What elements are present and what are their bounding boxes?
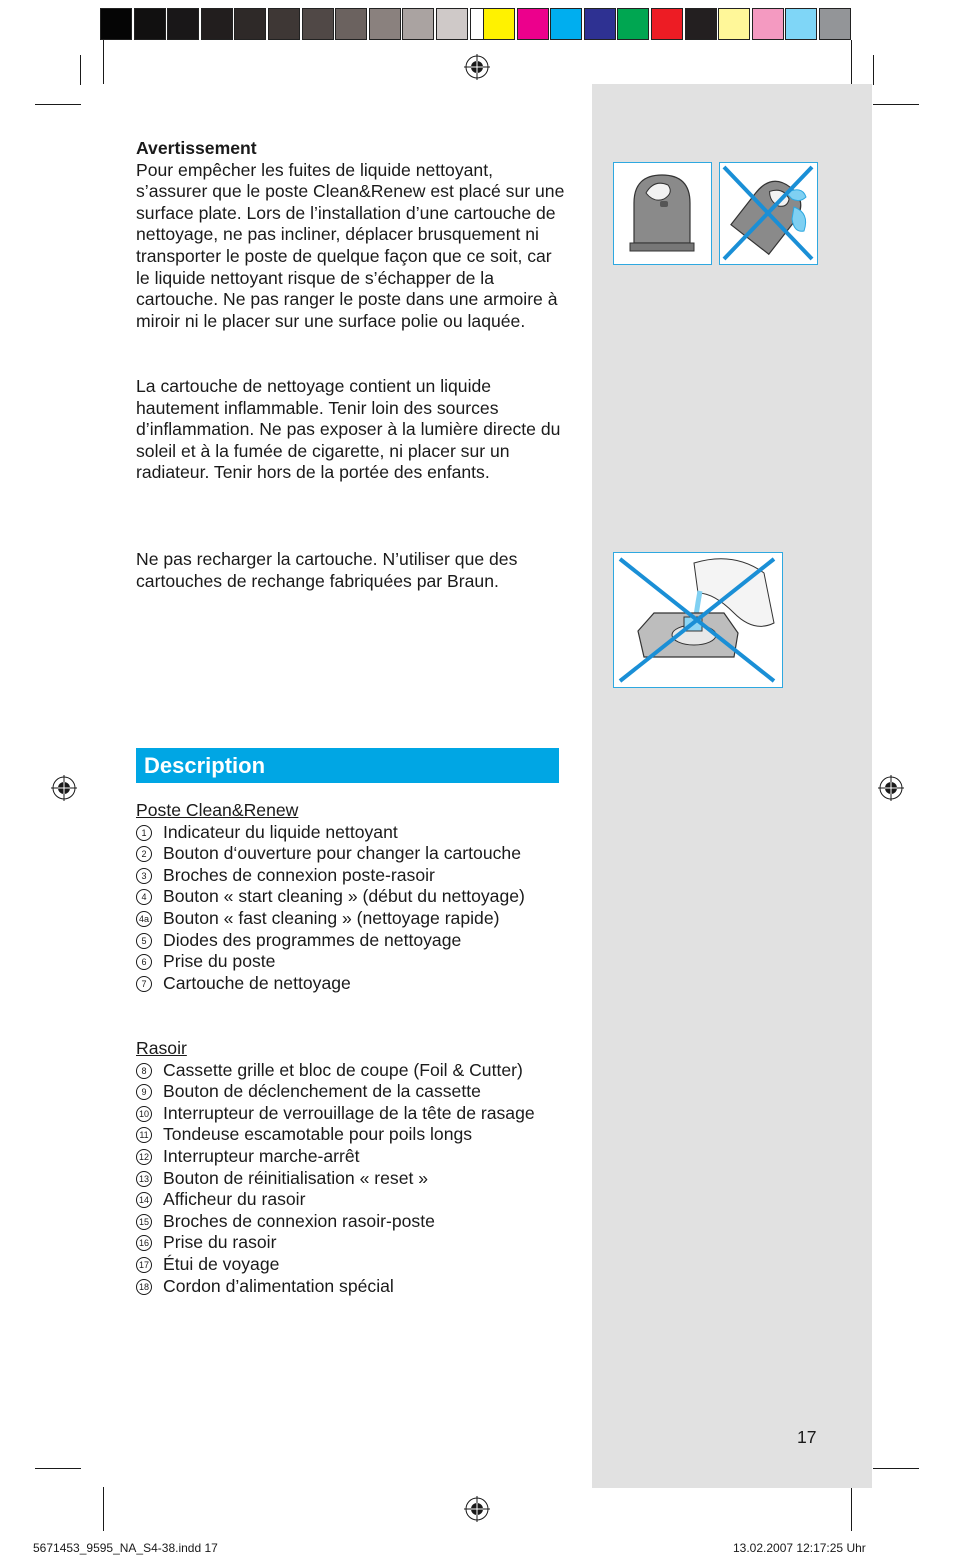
part-label: Interrupteur de verrouillage de la tête de rasage (163, 1102, 535, 1123)
part-number-badge: 13 (136, 1171, 152, 1187)
color-swatch (819, 8, 851, 40)
part-label: Broches de connexion rasoir-poste (163, 1210, 435, 1231)
part-label: Bouton « start cleaning » (début du nettoyage) (163, 886, 525, 907)
part-number-badge: 3 (136, 868, 152, 884)
part-number-badge: 4 (136, 889, 152, 905)
part-number-badge: 12 (136, 1149, 152, 1165)
part-list-item (136, 930, 566, 952)
part-number-badge: 1 (136, 825, 152, 841)
crop-mark (851, 40, 852, 84)
warning-text-2: La cartouche de nettoyage contient un liquide hautement inflammable. Tenir loin des sources d’inflammation. Ne pas exposer à la lumière directe du soleil et à la fumée de cigarette, ni placer sur un radiateur. Tenir hors de la portée des enfants. (136, 376, 561, 483)
registration-mark-icon (51, 775, 77, 801)
part-label: Cordon d’alimentation spécial (163, 1275, 394, 1296)
part-list-item (136, 1081, 566, 1103)
part-list-item (136, 1276, 566, 1298)
color-swatch (718, 8, 750, 40)
part-list-item (136, 1189, 566, 1211)
part-number-badge: 8 (136, 1063, 152, 1079)
station-parts-list (136, 822, 566, 995)
crop-mark (103, 1487, 104, 1531)
part-label: Diodes des programmes de nettoyage (163, 929, 462, 950)
page-number: 17 (797, 1427, 817, 1447)
grayscale-swatch (436, 8, 468, 40)
part-list-item (136, 1168, 566, 1190)
grayscale-swatch (402, 8, 434, 40)
part-number-badge: 10 (136, 1106, 152, 1122)
part-number-badge: 6 (136, 954, 152, 970)
station-upright-figure (613, 162, 712, 265)
part-label: Interrupteur marche-arrêt (163, 1145, 360, 1166)
station-tilted-crossed-icon (720, 163, 816, 263)
warning-paragraph-1 (136, 138, 566, 332)
footer-file-info: 5671453_9595_NA_S4-38.indd 17 (33, 1541, 218, 1555)
grayscale-swatch (369, 8, 401, 40)
shaver-parts-list (136, 1060, 566, 1298)
part-number-badge: 11 (136, 1127, 152, 1143)
crop-mark (35, 1468, 81, 1469)
part-label: Bouton de réinitialisation « reset » (163, 1167, 429, 1188)
illustration-column (592, 84, 872, 1488)
part-list-item (136, 822, 566, 844)
color-swatch (651, 8, 683, 40)
refill-figure (613, 552, 783, 688)
part-label: Prise du rasoir (163, 1232, 277, 1253)
part-number-badge: 2 (136, 846, 152, 862)
part-number-badge: 14 (136, 1192, 152, 1208)
color-swatch (785, 8, 817, 40)
warning-paragraph-3 (136, 549, 566, 592)
part-label: Bouton d‘ouverture pour changer la cartouche (163, 843, 521, 864)
part-label: Tondeuse escamotable pour poils longs (163, 1124, 473, 1145)
part-list-item (136, 843, 566, 865)
part-list-item (136, 1124, 566, 1146)
station-upright-icon (614, 163, 710, 263)
description-title: Description (144, 753, 266, 778)
part-label: Indicateur du liquide nettoyant (163, 821, 398, 842)
warning-section (136, 138, 566, 332)
station-tilted-figure (719, 162, 818, 265)
part-list-item (136, 1060, 566, 1082)
color-swatch (752, 8, 784, 40)
crop-mark (103, 40, 104, 84)
station-heading: Poste Clean&Renew (136, 800, 299, 820)
shaver-parts-section (136, 1038, 566, 1297)
part-number-badge: 16 (136, 1235, 152, 1251)
crop-mark (851, 1487, 852, 1531)
part-number-badge: 4a (136, 911, 152, 927)
part-number-badge: 9 (136, 1084, 152, 1100)
part-list-item (136, 1103, 566, 1125)
part-list-item (136, 1146, 566, 1168)
grayscale-swatch (335, 8, 367, 40)
part-label: Broches de connexion poste-rasoir (163, 864, 435, 885)
part-label: Bouton de déclenchement de la cassette (163, 1081, 481, 1102)
grayscale-swatch (100, 8, 132, 40)
footer-timestamp: 13.02.2007 12:17:25 Uhr (733, 1541, 866, 1555)
crop-mark (35, 104, 81, 105)
color-swatch (617, 8, 649, 40)
part-list-item (136, 951, 566, 973)
crop-mark (873, 55, 874, 85)
color-swatch (517, 8, 549, 40)
part-label: Afficheur du rasoir (163, 1189, 306, 1210)
part-list-item (136, 1232, 566, 1254)
part-number-badge: 7 (136, 976, 152, 992)
registration-mark-icon (464, 54, 490, 80)
grayscale-swatch (302, 8, 334, 40)
grayscale-swatch (268, 8, 300, 40)
color-swatch (483, 8, 515, 40)
part-list-item (136, 865, 566, 887)
part-list-item (136, 1211, 566, 1233)
shaver-heading: Rasoir (136, 1038, 187, 1058)
warning-text-3: Ne pas recharger la cartouche. N’utiliser que des cartouches de rechange fabriquées par Braun. (136, 549, 518, 591)
warning-paragraph-2 (136, 376, 566, 484)
part-list-item (136, 908, 566, 930)
part-label: Bouton « fast cleaning » (nettoyage rapide) (163, 907, 500, 928)
color-swatch (550, 8, 582, 40)
part-label: Étui de voyage (163, 1253, 280, 1274)
grayscale-swatch (201, 8, 233, 40)
crop-mark (873, 1468, 919, 1469)
grayscale-swatch-bar (100, 8, 503, 42)
part-number-badge: 18 (136, 1279, 152, 1295)
part-list-item (136, 1254, 566, 1276)
grayscale-swatch (167, 8, 199, 40)
part-number-badge: 15 (136, 1214, 152, 1230)
part-list-item (136, 886, 566, 908)
part-list-item (136, 973, 566, 995)
crop-mark (80, 55, 81, 85)
part-number-badge: 17 (136, 1257, 152, 1273)
registration-mark-icon (464, 1496, 490, 1522)
grayscale-swatch (234, 8, 266, 40)
color-swatch-bar (483, 8, 853, 42)
color-swatch (584, 8, 616, 40)
station-parts-section (136, 800, 566, 994)
description-header (136, 748, 559, 783)
warning-title: Avertissement (136, 138, 257, 158)
part-label: Cartouche de nettoyage (163, 972, 351, 993)
grayscale-swatch (134, 8, 166, 40)
part-number-badge: 5 (136, 933, 152, 949)
part-label: Prise du poste (163, 951, 276, 972)
registration-mark-icon (878, 775, 904, 801)
refill-crossed-icon (614, 553, 781, 686)
color-swatch (685, 8, 717, 40)
part-label: Cassette grille et bloc de coupe (Foil & Cutter) (163, 1059, 523, 1080)
warning-text-1: Pour empêcher les fuites de liquide nettoyant, s’assurer que le poste Clean&Renew est placé sur une surface plate. Lors de l’installation d’une cartouche de nettoyage, ne pas incliner, déplacer brusquement ni transporter le poste de quelque façon que ce soit, car le liquide nettoyant risque de s’échapper de la cartouche. Ne pas ranger le poste dans une armoire à miroir ni le placer sur une surface polie ou laquée. (136, 159, 565, 331)
crop-mark (873, 104, 919, 105)
